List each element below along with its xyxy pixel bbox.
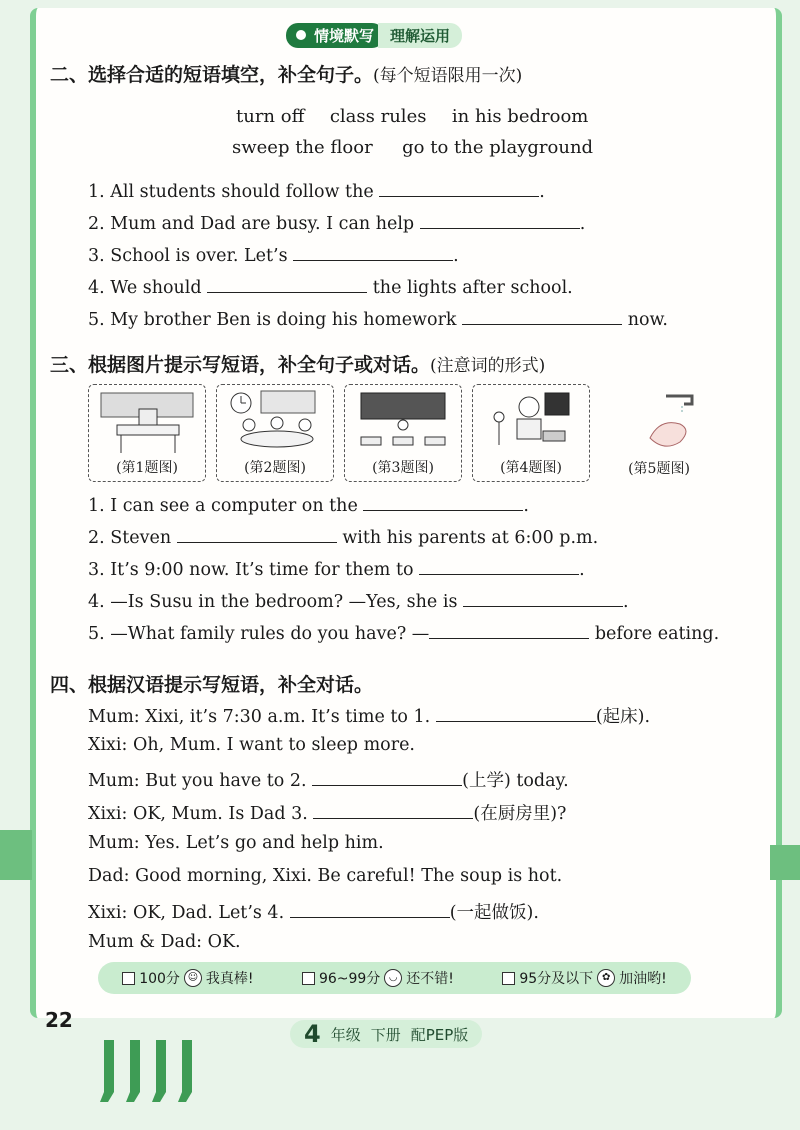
dialogue-line — [88, 932, 241, 952]
picture-row — [88, 384, 718, 482]
girl-bedroom-illustration — [483, 389, 579, 455]
question-text-after: . — [523, 496, 529, 516]
question-line — [88, 182, 545, 202]
decorative-grass-icon — [100, 1040, 210, 1120]
question-text-after: . — [579, 214, 586, 234]
answer-blank[interactable] — [207, 291, 367, 293]
phrase-item: sweep the floor — [232, 137, 373, 158]
answer-blank[interactable] — [419, 573, 579, 575]
question-text-after: . — [623, 592, 629, 612]
dialogue-text: Mum: Xixi, it’s 7:30 a.m. It’s time to 1. — [88, 707, 431, 727]
dialogue-text: Mum: Yes. Let’s go and help him. — [88, 833, 384, 853]
score-comment: 我真棒! — [205, 971, 254, 987]
answer-blank[interactable] — [436, 720, 596, 722]
phrase-item: class rules — [329, 106, 427, 127]
question-line — [88, 310, 668, 330]
score-comment: 加油哟! — [619, 971, 667, 987]
dialogue-text: Xixi: OK, Mum. Is Dad 3. — [88, 804, 308, 824]
question-text-after: before eating. — [594, 624, 720, 644]
score-option-100[interactable] — [122, 968, 253, 988]
dialogue-line — [88, 767, 569, 792]
picture-1 — [88, 384, 206, 482]
question-text-after: . — [539, 182, 545, 202]
question-text: 5. My brother Ben is doing his homework — [88, 310, 457, 330]
question-line — [88, 624, 719, 644]
header-tag — [286, 23, 462, 47]
dialogue-text: Dad: Good morning, Xixi. Be careful! The soup is hot. — [88, 866, 563, 886]
picture-3 — [344, 384, 462, 482]
happy-face-icon: ☺ — [184, 969, 202, 987]
picture-caption: (第5题图) — [628, 461, 690, 477]
header-tag-dark — [286, 23, 384, 48]
dialogue-hint: (上学) today. — [462, 771, 569, 791]
picture-4 — [472, 384, 590, 482]
answer-blank[interactable] — [420, 227, 580, 229]
phrase-item: turn off — [236, 106, 305, 127]
section3-title-text: 三、根据图片提示写短语，补全句子或对话。 — [50, 354, 431, 376]
phrase-bank-row2 — [232, 137, 593, 158]
grade-number: 4 — [304, 1020, 321, 1048]
dialogue-hint: (一起做饭). — [449, 903, 539, 923]
score-option-95-below[interactable] — [502, 968, 666, 988]
dialogue-hint: (在厨房里)? — [473, 804, 567, 824]
answer-blank[interactable] — [429, 637, 589, 639]
question-text: 3. School is over. Let’s — [88, 246, 288, 266]
question-line — [88, 496, 529, 516]
checkbox-icon[interactable] — [122, 972, 135, 985]
question-text: 1. I can see a computer on the — [88, 496, 358, 516]
question-text-after: now. — [627, 310, 668, 330]
answer-blank[interactable] — [379, 195, 539, 197]
question-text-after: the lights after school. — [372, 278, 573, 298]
checkbox-icon[interactable] — [502, 972, 515, 985]
score-option-96-99[interactable] — [302, 968, 454, 988]
dialogue-text: Mum & Dad: OK. — [88, 932, 241, 952]
answer-blank[interactable] — [177, 541, 337, 543]
answer-blank[interactable] — [463, 605, 623, 607]
question-text: 1. All students should follow the — [88, 182, 374, 202]
picture-caption: (第4题图) — [500, 460, 562, 476]
question-text-after: . — [453, 246, 459, 266]
dialogue-text: Mum: But you have to 2. — [88, 771, 307, 791]
grade-text: 年级 — [330, 1025, 361, 1044]
question-text-after: . — [579, 560, 585, 580]
question-line — [88, 592, 629, 612]
header-tag-light-label: 理解运用 — [378, 23, 462, 48]
score-range: 96~99分 — [318, 971, 381, 987]
dialogue-text: Xixi: OK, Dad. Let’s 4. — [88, 903, 285, 923]
dialogue-line — [88, 735, 415, 755]
phrase-bank-row1 — [236, 106, 588, 127]
score-comment: 还不错! — [406, 971, 454, 987]
checkbox-icon[interactable] — [302, 972, 315, 985]
picture-caption: (第1题图) — [116, 460, 178, 476]
dialogue-line — [88, 800, 566, 825]
score-range: 95分及以下 — [519, 971, 594, 987]
answer-blank[interactable] — [312, 784, 462, 786]
smile-face-icon: ◡ — [384, 969, 402, 987]
left-side-tab — [0, 830, 32, 880]
section4-title-text: 四、根据汉语提示写短语，补全对话。 — [50, 674, 374, 696]
washing-hands-illustration — [610, 388, 706, 454]
footer-grade-badge — [290, 1020, 482, 1048]
book-logo-icon — [294, 28, 308, 42]
desk-computer-illustration — [99, 389, 195, 455]
question-text: 2. Steven — [88, 528, 172, 548]
dialogue-line — [88, 866, 562, 886]
dialogue-line — [88, 703, 650, 728]
picture-5 — [600, 384, 718, 482]
question-line — [88, 560, 585, 580]
score-range: 100分 — [139, 971, 180, 987]
section4-title — [50, 670, 373, 697]
answer-blank[interactable] — [313, 817, 473, 819]
edition-text: 配PEP版 — [410, 1025, 469, 1044]
header-tag-dark-label: 情境默写 — [314, 26, 375, 45]
right-side-tab — [770, 845, 800, 880]
answer-blank[interactable] — [293, 259, 453, 261]
section2-note: (每个短语限用一次) — [373, 66, 523, 86]
picture-2 — [216, 384, 334, 482]
question-line — [88, 528, 598, 548]
answer-blank[interactable] — [363, 509, 523, 511]
dialogue-text: Xixi: Oh, Mum. I want to sleep more. — [88, 735, 415, 755]
question-text: 2. Mum and Dad are busy. I can help — [88, 214, 415, 234]
section2-title — [50, 60, 522, 87]
question-line — [88, 246, 459, 266]
answer-blank[interactable] — [290, 916, 450, 918]
section3-title — [50, 350, 545, 377]
family-dinner-illustration — [227, 389, 323, 455]
dialogue-line — [88, 833, 384, 853]
answer-blank[interactable] — [462, 323, 622, 325]
question-text-after: with his parents at 6:00 p.m. — [342, 528, 599, 548]
section2-title-text: 二、选择合适的短语填空，补全句子。 — [50, 64, 374, 86]
question-text: 3. It’s 9:00 now. It’s time for them to — [88, 560, 414, 580]
dialogue-line — [88, 899, 539, 924]
picture-caption: (第2题图) — [244, 460, 306, 476]
picture-caption: (第3题图) — [372, 460, 434, 476]
page-number: 22 — [45, 1008, 73, 1032]
question-text: 4. We should — [88, 278, 202, 298]
volume-text: 下册 — [370, 1025, 401, 1044]
question-line — [88, 214, 585, 234]
score-bar — [98, 962, 691, 994]
cheer-face-icon: ✿ — [597, 969, 615, 987]
classroom-illustration — [355, 389, 451, 455]
dialogue-hint: (起床). — [595, 707, 651, 727]
phrase-item: in his bedroom — [451, 106, 589, 127]
question-text: 5. —What family rules do you have? — — [88, 624, 430, 644]
phrase-item: go to the playground — [402, 137, 594, 158]
question-line — [88, 278, 573, 298]
question-text: 4. —Is Susu in the bedroom? —Yes, she is — [88, 592, 458, 612]
section3-note: (注意词的形式) — [430, 356, 546, 376]
